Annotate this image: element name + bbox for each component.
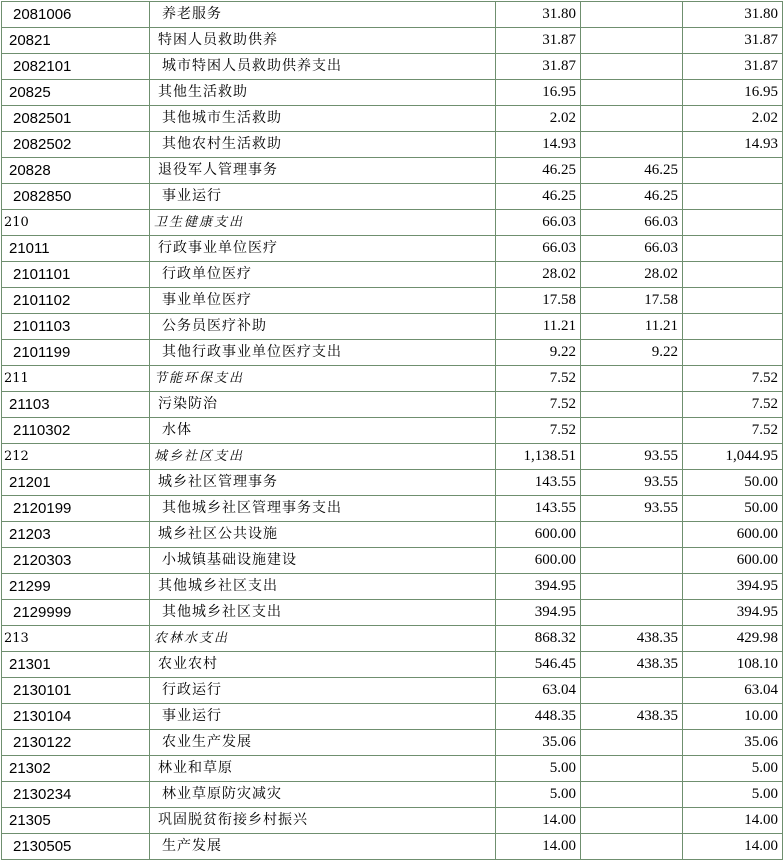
- basic-expenditure-cell: 46.25: [581, 184, 683, 210]
- subject-code-cell: 2082501: [2, 106, 150, 132]
- subject-code-cell: 212: [2, 444, 150, 470]
- total-amount-cell: 11.21: [496, 314, 581, 340]
- total-amount-cell: 7.52: [496, 418, 581, 444]
- total-amount-cell: 46.25: [496, 184, 581, 210]
- project-expenditure-cell: 31.80: [683, 2, 783, 28]
- table-row: [2, 184, 783, 210]
- total-amount-cell: 394.95: [496, 574, 581, 600]
- subject-code-cell: 20825: [2, 80, 150, 106]
- total-amount-cell: 63.04: [496, 678, 581, 704]
- table-row: [2, 340, 783, 366]
- project-expenditure-cell: 7.52: [683, 418, 783, 444]
- table-row: [2, 522, 783, 548]
- basic-expenditure-cell: [581, 2, 683, 28]
- basic-expenditure-cell: [581, 730, 683, 756]
- subject-name-cell: 其他城乡社区管理事务支出: [150, 496, 496, 522]
- total-amount-cell: 2.02: [496, 106, 581, 132]
- subject-name-cell: 城乡社区支出: [150, 444, 496, 470]
- total-amount-cell: 1,138.51: [496, 444, 581, 470]
- project-expenditure-cell: [683, 288, 783, 314]
- total-amount-cell: 66.03: [496, 236, 581, 262]
- subject-name-cell: 农林水支出: [150, 626, 496, 652]
- subject-name-cell: 水体: [150, 418, 496, 444]
- subject-code-cell: 2130122: [2, 730, 150, 756]
- expenditure-table: [1, 1, 783, 860]
- table-row: [2, 496, 783, 522]
- table-row: [2, 80, 783, 106]
- basic-expenditure-cell: [581, 80, 683, 106]
- basic-expenditure-cell: 438.35: [581, 652, 683, 678]
- subject-code-cell: 21305: [2, 808, 150, 834]
- table-row: [2, 808, 783, 834]
- subject-code-cell: 21299: [2, 574, 150, 600]
- project-expenditure-cell: 394.95: [683, 600, 783, 626]
- project-expenditure-cell: [683, 236, 783, 262]
- table-row: [2, 158, 783, 184]
- total-amount-cell: 7.52: [496, 392, 581, 418]
- project-expenditure-cell: 429.98: [683, 626, 783, 652]
- subject-name-cell: 卫生健康支出: [150, 210, 496, 236]
- total-amount-cell: 600.00: [496, 522, 581, 548]
- subject-code-cell: 2101101: [2, 262, 150, 288]
- basic-expenditure-cell: 9.22: [581, 340, 683, 366]
- subject-name-cell: 行政事业单位医疗: [150, 236, 496, 262]
- basic-expenditure-cell: 438.35: [581, 626, 683, 652]
- total-amount-cell: 868.32: [496, 626, 581, 652]
- table-row: [2, 548, 783, 574]
- subject-code-cell: 20821: [2, 28, 150, 54]
- basic-expenditure-cell: [581, 678, 683, 704]
- subject-name-cell: 城乡社区公共设施: [150, 522, 496, 548]
- subject-code-cell: 2130234: [2, 782, 150, 808]
- total-amount-cell: 28.02: [496, 262, 581, 288]
- subject-code-cell: 21201: [2, 470, 150, 496]
- total-amount-cell: 5.00: [496, 756, 581, 782]
- subject-code-cell: 2120199: [2, 496, 150, 522]
- subject-name-cell: 公务员医疗补助: [150, 314, 496, 340]
- project-expenditure-cell: 14.00: [683, 834, 783, 860]
- subject-name-cell: 事业单位医疗: [150, 288, 496, 314]
- table-row: [2, 756, 783, 782]
- subject-code-cell: 2120303: [2, 548, 150, 574]
- subject-name-cell: 其他城乡社区支出: [150, 574, 496, 600]
- basic-expenditure-cell: [581, 132, 683, 158]
- subject-name-cell: 节能环保支出: [150, 366, 496, 392]
- subject-code-cell: 21302: [2, 756, 150, 782]
- table-row: [2, 574, 783, 600]
- total-amount-cell: 5.00: [496, 782, 581, 808]
- basic-expenditure-cell: 93.55: [581, 496, 683, 522]
- project-expenditure-cell: 31.87: [683, 28, 783, 54]
- project-expenditure-cell: 7.52: [683, 392, 783, 418]
- basic-expenditure-cell: 46.25: [581, 158, 683, 184]
- basic-expenditure-cell: 438.35: [581, 704, 683, 730]
- table-row: [2, 626, 783, 652]
- table-row: [2, 652, 783, 678]
- basic-expenditure-cell: [581, 548, 683, 574]
- subject-code-cell: 2082101: [2, 54, 150, 80]
- project-expenditure-cell: [683, 340, 783, 366]
- table-row: [2, 314, 783, 340]
- table-row: [2, 704, 783, 730]
- table-row: [2, 444, 783, 470]
- subject-code-cell: 2082502: [2, 132, 150, 158]
- total-amount-cell: 46.25: [496, 158, 581, 184]
- subject-name-cell: 其他生活救助: [150, 80, 496, 106]
- project-expenditure-cell: 50.00: [683, 496, 783, 522]
- table-row: [2, 262, 783, 288]
- subject-code-cell: 21103: [2, 392, 150, 418]
- total-amount-cell: 600.00: [496, 548, 581, 574]
- subject-code-cell: 213: [2, 626, 150, 652]
- table-row: [2, 106, 783, 132]
- subject-code-cell: 2101102: [2, 288, 150, 314]
- subject-name-cell: 林业草原防灾减灾: [150, 782, 496, 808]
- table-row: [2, 54, 783, 80]
- project-expenditure-cell: 600.00: [683, 522, 783, 548]
- subject-name-cell: 养老服务: [150, 2, 496, 28]
- total-amount-cell: 143.55: [496, 496, 581, 522]
- project-expenditure-cell: 5.00: [683, 782, 783, 808]
- subject-name-cell: 城市特困人员救助供养支出: [150, 54, 496, 80]
- table-row: [2, 392, 783, 418]
- subject-name-cell: 其他农村生活救助: [150, 132, 496, 158]
- table-row: [2, 678, 783, 704]
- subject-code-cell: 21011: [2, 236, 150, 262]
- basic-expenditure-cell: [581, 756, 683, 782]
- table-row: [2, 366, 783, 392]
- subject-name-cell: 行政单位医疗: [150, 262, 496, 288]
- total-amount-cell: 17.58: [496, 288, 581, 314]
- basic-expenditure-cell: [581, 54, 683, 80]
- project-expenditure-cell: 394.95: [683, 574, 783, 600]
- basic-expenditure-cell: [581, 834, 683, 860]
- total-amount-cell: 31.87: [496, 28, 581, 54]
- table-row: [2, 288, 783, 314]
- subject-code-cell: 2101199: [2, 340, 150, 366]
- project-expenditure-cell: 7.52: [683, 366, 783, 392]
- basic-expenditure-cell: [581, 28, 683, 54]
- subject-name-cell: 事业运行: [150, 704, 496, 730]
- project-expenditure-cell: [683, 262, 783, 288]
- basic-expenditure-cell: [581, 808, 683, 834]
- subject-name-cell: 生产发展: [150, 834, 496, 860]
- subject-code-cell: 2110302: [2, 418, 150, 444]
- subject-code-cell: 2129999: [2, 600, 150, 626]
- subject-code-cell: 210: [2, 210, 150, 236]
- total-amount-cell: 7.52: [496, 366, 581, 392]
- subject-code-cell: 2081006: [2, 2, 150, 28]
- basic-expenditure-cell: [581, 522, 683, 548]
- total-amount-cell: 9.22: [496, 340, 581, 366]
- table-row: [2, 470, 783, 496]
- project-expenditure-cell: 14.93: [683, 132, 783, 158]
- table-row: [2, 418, 783, 444]
- subject-code-cell: 2130101: [2, 678, 150, 704]
- table-row: [2, 236, 783, 262]
- table-body: [2, 2, 783, 860]
- basic-expenditure-cell: 28.02: [581, 262, 683, 288]
- project-expenditure-cell: [683, 184, 783, 210]
- total-amount-cell: 394.95: [496, 600, 581, 626]
- basic-expenditure-cell: [581, 366, 683, 392]
- subject-name-cell: 污染防治: [150, 392, 496, 418]
- table-row: [2, 210, 783, 236]
- subject-code-cell: 20828: [2, 158, 150, 184]
- basic-expenditure-cell: [581, 392, 683, 418]
- total-amount-cell: 31.87: [496, 54, 581, 80]
- basic-expenditure-cell: 11.21: [581, 314, 683, 340]
- subject-code-cell: 2082850: [2, 184, 150, 210]
- total-amount-cell: 448.35: [496, 704, 581, 730]
- total-amount-cell: 143.55: [496, 470, 581, 496]
- total-amount-cell: 35.06: [496, 730, 581, 756]
- subject-name-cell: 其他城市生活救助: [150, 106, 496, 132]
- subject-name-cell: 其他行政事业单位医疗支出: [150, 340, 496, 366]
- basic-expenditure-cell: [581, 782, 683, 808]
- subject-name-cell: 小城镇基础设施建设: [150, 548, 496, 574]
- project-expenditure-cell: [683, 314, 783, 340]
- project-expenditure-cell: 10.00: [683, 704, 783, 730]
- subject-name-cell: 其他城乡社区支出: [150, 600, 496, 626]
- basic-expenditure-cell: [581, 106, 683, 132]
- total-amount-cell: 546.45: [496, 652, 581, 678]
- table-row: [2, 600, 783, 626]
- table-row: [2, 834, 783, 860]
- basic-expenditure-cell: 66.03: [581, 236, 683, 262]
- total-amount-cell: 14.93: [496, 132, 581, 158]
- table-row: [2, 28, 783, 54]
- subject-name-cell: 农业农村: [150, 652, 496, 678]
- subject-code-cell: 211: [2, 366, 150, 392]
- basic-expenditure-cell: 93.55: [581, 470, 683, 496]
- total-amount-cell: 31.80: [496, 2, 581, 28]
- subject-name-cell: 农业生产发展: [150, 730, 496, 756]
- subject-code-cell: 21203: [2, 522, 150, 548]
- project-expenditure-cell: 108.10: [683, 652, 783, 678]
- basic-expenditure-cell: [581, 600, 683, 626]
- project-expenditure-cell: 35.06: [683, 730, 783, 756]
- project-expenditure-cell: 5.00: [683, 756, 783, 782]
- project-expenditure-cell: 31.87: [683, 54, 783, 80]
- subject-code-cell: 2130505: [2, 834, 150, 860]
- project-expenditure-cell: [683, 158, 783, 184]
- project-expenditure-cell: 14.00: [683, 808, 783, 834]
- project-expenditure-cell: 63.04: [683, 678, 783, 704]
- project-expenditure-cell: 600.00: [683, 548, 783, 574]
- basic-expenditure-cell: 93.55: [581, 444, 683, 470]
- subject-name-cell: 城乡社区管理事务: [150, 470, 496, 496]
- project-expenditure-cell: 50.00: [683, 470, 783, 496]
- table-row: [2, 730, 783, 756]
- subject-code-cell: 21301: [2, 652, 150, 678]
- basic-expenditure-cell: 66.03: [581, 210, 683, 236]
- basic-expenditure-cell: 17.58: [581, 288, 683, 314]
- basic-expenditure-cell: [581, 418, 683, 444]
- table-row: [2, 132, 783, 158]
- subject-name-cell: 特困人员救助供养: [150, 28, 496, 54]
- total-amount-cell: 16.95: [496, 80, 581, 106]
- table-row: [2, 782, 783, 808]
- project-expenditure-cell: [683, 210, 783, 236]
- total-amount-cell: 14.00: [496, 808, 581, 834]
- subject-code-cell: 2130104: [2, 704, 150, 730]
- table-row: [2, 2, 783, 28]
- subject-name-cell: 行政运行: [150, 678, 496, 704]
- total-amount-cell: 14.00: [496, 834, 581, 860]
- subject-name-cell: 退役军人管理事务: [150, 158, 496, 184]
- basic-expenditure-cell: [581, 574, 683, 600]
- total-amount-cell: 66.03: [496, 210, 581, 236]
- project-expenditure-cell: 2.02: [683, 106, 783, 132]
- subject-name-cell: 事业运行: [150, 184, 496, 210]
- subject-name-cell: 巩固脱贫衔接乡村振兴: [150, 808, 496, 834]
- project-expenditure-cell: 16.95: [683, 80, 783, 106]
- project-expenditure-cell: 1,044.95: [683, 444, 783, 470]
- subject-code-cell: 2101103: [2, 314, 150, 340]
- subject-name-cell: 林业和草原: [150, 756, 496, 782]
